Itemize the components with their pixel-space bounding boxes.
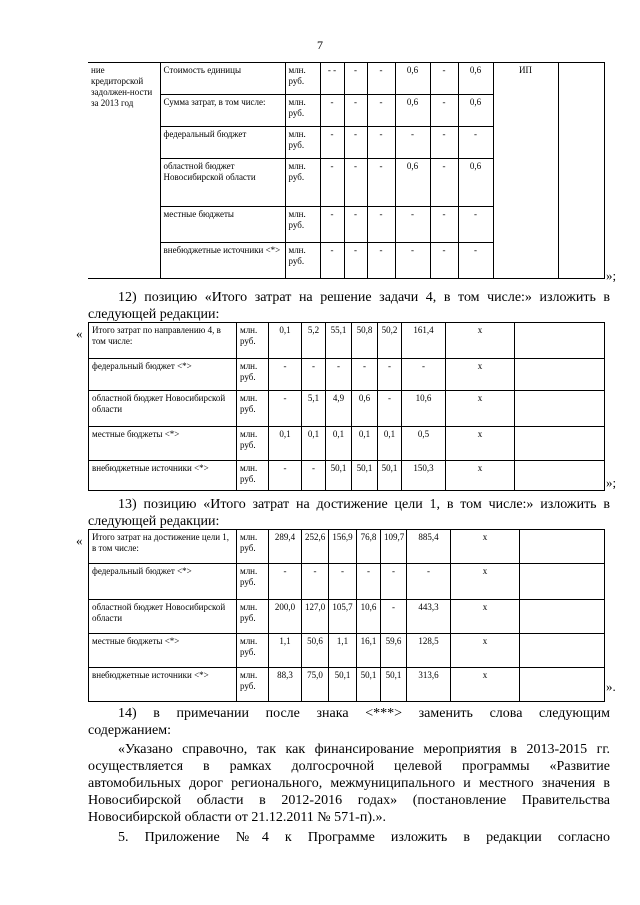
table-row: внебюджетные источники <*> млн. руб. 88,3 75,0 50,1 50,1 50,1 313,6 х — [89, 668, 605, 702]
quote-text-line-3: автомобильных дорог регионального, межмуниципального и местного значения в — [88, 776, 610, 791]
paragraph-13: 13) позицию «Итого затрат на достижение цели 1, в том числе:» изложить в — [118, 497, 610, 512]
close-quote-mark: ». — [606, 679, 616, 694]
event-name-cell: ние кредиторской задолжен-ности за 2013 год — [88, 63, 160, 279]
quote-text-line-4: Новосибирской области в 2012-2016 годах» (постановление Правительства — [88, 793, 610, 808]
table-top — [88, 62, 605, 279]
table-row: Итого затрат на достижение цели 1, в том числе: млн. руб. 289,4 252,6 156,9 76,8 109,7 885,4 х — [89, 530, 605, 564]
table-row: федеральный бюджет млн. руб. - - - - - - — [88, 127, 604, 159]
table-row: Итого затрат по направлению 4, в том числе: млн. руб. 0,1 5,2 55,1 50,8 50,2 161,4 х — [89, 323, 605, 359]
paragraph-13-cont: следующей редакции: — [88, 514, 220, 529]
table-row: федеральный бюджет <*> млн. руб. - - - - - - х — [89, 359, 605, 391]
executor-cell: ИП — [493, 63, 558, 279]
close-quote-mark: »; — [606, 268, 617, 283]
table-task4-totals — [88, 322, 605, 491]
open-quote-mark: « — [76, 326, 83, 341]
quote-text-line-1: «Указано справочно, так как финансирование мероприятия в 2013-2015 гг. — [118, 742, 610, 757]
table-row: внебюджетные источники <*> млн. руб. - - - - - - — [88, 243, 604, 279]
table-row: областной бюджет Новосибирской области млн. руб. 200,0 127,0 105,7 10,6 - 443,3 х — [89, 600, 605, 634]
paragraph-14-cont: содержанием: — [88, 723, 171, 738]
quote-text-line-2: осуществляется в рамках долгосрочной целевой программы «Развитие — [88, 759, 610, 774]
table-row: федеральный бюджет <*> млн. руб. - - - - - - х — [89, 564, 605, 600]
table-row: Сумма затрат, в том числе: млн. руб. - - - 0,6 - 0,6 — [88, 95, 604, 127]
table-row: областной бюджет Новосибирской области млн. руб. - 5,1 4,9 0,6 - 10,6 х — [89, 391, 605, 427]
paragraph-12-cont: следующей редакции: — [88, 307, 220, 322]
table-row: внебюджетные источники <*> млн. руб. - - 50,1 50,1 50,1 150,3 х — [89, 461, 605, 491]
paragraph-12: 12) позицию «Итого затрат на решение задачи 4, в том числе:» изложить в — [118, 290, 610, 305]
paragraph-14: 14) в примечании после знака <***> заменить слова следующим — [118, 706, 610, 721]
page-number: 7 — [317, 38, 323, 52]
table-goal1-totals — [88, 529, 605, 702]
table-row: местные бюджеты <*> млн. руб. 0,1 0,1 0,1 0,1 0,1 0,5 х — [89, 427, 605, 461]
paragraph-5: 5. Приложение №4 к Программе изложить в редакции согласно — [118, 830, 610, 845]
quote-text-line-5: Новосибирской области от 21.12.2011 № 571-п).». — [88, 810, 386, 825]
table-row: местные бюджеты <*> млн. руб. 1,1 50,6 1,1 16,1 59,6 128,5 х — [89, 634, 605, 668]
open-quote-mark: « — [76, 533, 83, 548]
close-quote-mark: »; — [606, 475, 617, 490]
table-row: областной бюджет Новосибирской области млн. руб. - - - 0,6 - 0,6 — [88, 159, 604, 207]
table-row: местные бюджеты млн. руб. - - - - - - — [88, 207, 604, 243]
table-row: ние кредиторской задолжен-ности за 2013 год Стоимость единицы млн. руб. - - - - 0,6 - 0,6 ИП — [88, 63, 604, 95]
